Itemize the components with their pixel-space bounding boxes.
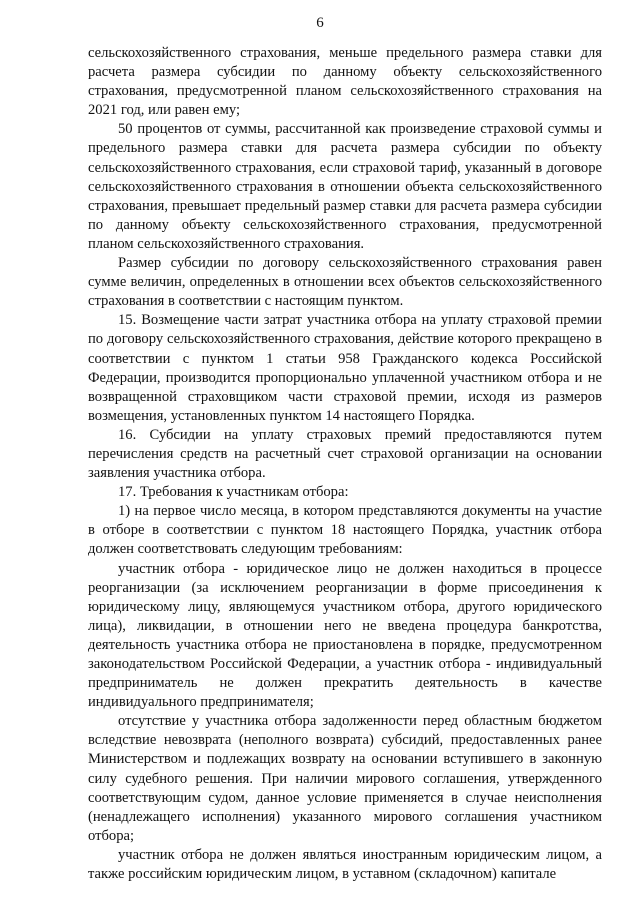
paragraph-requirement-reorganization: участник отбора - юридическое лицо не должен находиться в процессе реорганизации (за исключением реорганизации в форме присоединения к юридическому лицу, являющемуся участником отбора, другого юридического лица), ликвидации, в отношении него не введена процедура банкротства, деятельность участника отбора не приостановлена в порядке, предусмотренном законодательством Российской Федерации, а участник отбора - индивидуальный предприниматель не должен прекратить деятельность в качестве индивидуального предпринимателя; [88, 560, 602, 711]
paragraph-requirement-debt: отсутствие у участника отбора задолженности перед областным бюджетом вследствие невозврата (неполного возврата) субсидий, предоставленных ранее Министерством и подлежащих возврату на основании вступившего в законную силу судебного решения. При наличии мирового соглашения, утвержденного соответствующим судом, данное условие применяется в случае неисполнения (ненадлежащего исполнения) указанного мирового соглашения участником отбора; [88, 713, 602, 844]
page-number: 6 [316, 15, 324, 31]
paragraph-clause-16: 16. Субсидии на уплату страховых премий предоставляются путем перечисления средств на расчетный счет страховой организации на основании заявления участника отбора. [88, 426, 602, 482]
paragraph-continuation: сельскохозяйственного страхования, меньше предельного размера ставки для расчета размера субсидии по данному объекту сельскохозяйственного страхования, предусмотренной планом сельскохозяйственного страхования на 2021 год, или равен ему; [88, 45, 602, 119]
paragraph-clause-15: 15. Возмещение части затрат участника отбора на уплату страховой премии по договору сельскохозяйственного страхования, действие которого прекращено в соответствии с пунктом 1 статьи 958 Гражданского кодекса Российской Федерации, производится пропорционально уплаченной участником отбора и не возвращенной страховщиком части страховой премии, исходя из размеров возмещения, установленных пунктом 14 настоящего Порядка. [88, 312, 602, 424]
paragraph-clause-17-heading: 17. Требования к участникам отбора: [118, 484, 349, 501]
document-body [88, 44, 602, 884]
paragraph-subsidy-50-percent: 50 процентов от суммы, рассчитанной как произведение страховой суммы и предельного размера ставки для расчета размера субсидии по объекту сельскохозяйственного страхования, если страховой тариф, указанный в договоре сельскохозяйственного страхования в отношении объекта сельскохозяйственного страхования, превышает предельный размер ставки для расчета размера субсидии по данному объекту сельскохозяйственного страхования, предусмотренной планом сельскохозяйственного страхования. [88, 121, 602, 252]
paragraph-clause-17-item-1: 1) на первое число месяца, в котором представляются документы на участие в отборе в соответствии с пунктом 18 настоящего Порядка, участник отбора должен соответствовать следующим требованиям: [88, 503, 602, 558]
paragraph-subsidy-amount: Размер субсидии по договору сельскохозяйственного страхования равен сумме величин, определенных в отношении всех объектов сельскохозяйственного страхования в соответствии с настоящим пунктом. [88, 255, 602, 310]
paragraph-requirement-foreign-entity: участник отбора не должен являться иностранным юридическим лицом, а также российским юридическим лицом, в уставном (складочном) капитале [88, 846, 602, 883]
